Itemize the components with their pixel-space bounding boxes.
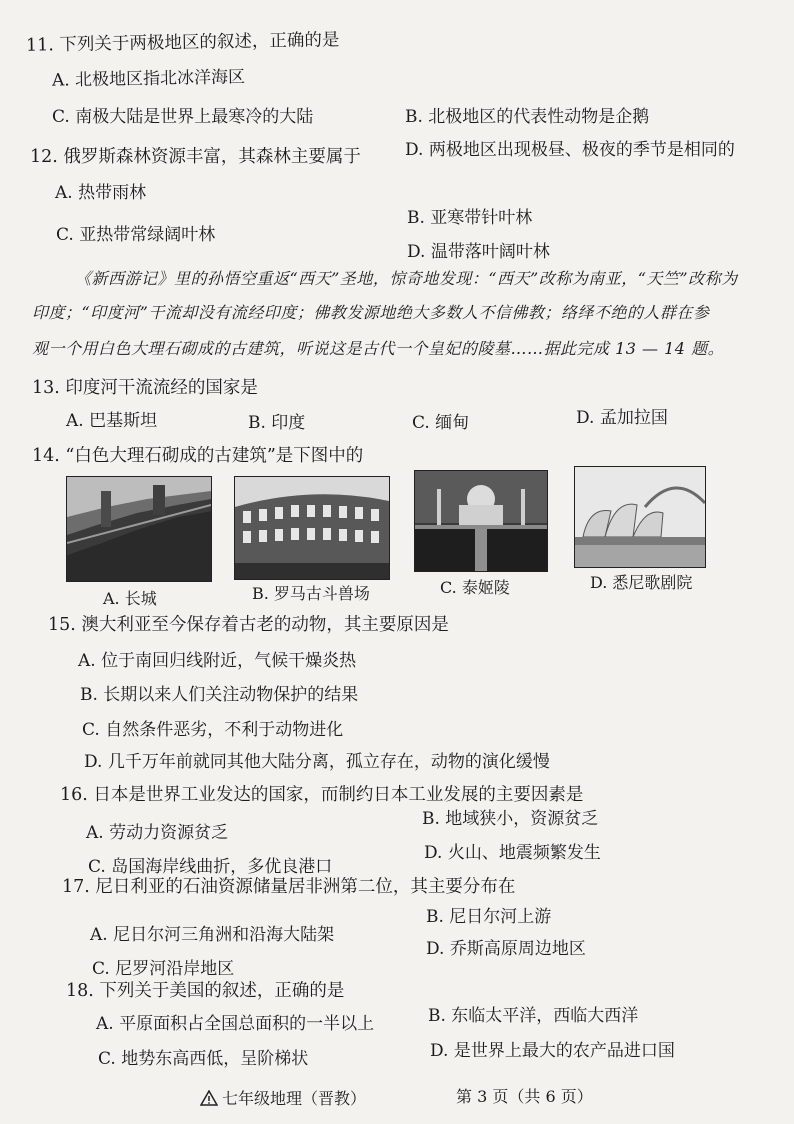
q15-option-c: C. 自然条件恶劣，不利于动物进化 (82, 720, 344, 740)
q14-option-a: A. 长城 (103, 589, 157, 608)
footer-page-number: 第 3 页（共 6 页） (456, 1087, 593, 1106)
colosseum-photo (234, 476, 390, 580)
q13-option-d: D. 孟加拉国 (576, 408, 668, 428)
q12-option-b: B. 亚寒带针叶林 (407, 208, 533, 228)
passage-line-1: 《新西游记》里的孙悟空重返“西天”圣地，惊奇地发现：“西天”改称为南亚，“天竺”改称为 (75, 269, 738, 288)
q18-option-c: C. 地势东高西低，呈阶梯状 (98, 1049, 309, 1069)
q17-option-c: C. 尼罗河沿岸地区 (92, 959, 235, 979)
q17-stem: 17. 尼日利亚的石油资源储量居非洲第二位，其主要分布在 (62, 877, 516, 897)
passage-line-2: 印度；“印度河”干流却没有流经印度；佛教发源地绝大多数人不信佛教；络绎不绝的人群在参 (32, 303, 710, 322)
q18-option-a: A. 平原面积占全国总面积的一半以上 (96, 1014, 375, 1034)
q17-option-d: D. 乔斯高原周边地区 (426, 939, 586, 959)
q11-option-a: A. 北极地区指北冰洋海区 (51, 67, 246, 91)
q15-option-b: B. 长期以来人们关注动物保护的结果 (80, 685, 359, 705)
q13-option-c: C. 缅甸 (412, 413, 470, 433)
q16-stem: 16. 日本是世界工业发达的国家，而制约日本工业发展的主要因素是 (60, 785, 584, 805)
q12-option-d: D. 温带落叶阔叶林 (407, 242, 550, 262)
q16-option-b: B. 地域狭小，资源贫乏 (422, 809, 599, 829)
q12-option-c: C. 亚热带常绿阔叶林 (56, 225, 216, 245)
warning-triangle-icon (200, 1090, 218, 1106)
q12-stem: 12. 俄罗斯森林资源丰富，其森林主要属于 (30, 147, 361, 167)
q17-option-a: A. 尼日尔河三角洲和沿海大陆架 (90, 925, 335, 945)
q18-stem: 18. 下列关于美国的叙述，正确的是 (66, 981, 345, 1001)
q16-option-c: C. 岛国海岸线曲折，多优良港口 (88, 857, 333, 877)
q15-option-d: D. 几千万年前就同其他大陆分离，孤立存在，动物的演化缓慢 (84, 752, 550, 772)
great-wall-photo (66, 476, 212, 582)
q12-option-a: A. 热带雨林 (55, 183, 147, 203)
taj-mahal-photo (414, 470, 548, 572)
q14-option-b: B. 罗马古斗兽场 (252, 584, 370, 603)
q18-option-b: B. 东临太平洋，西临大西洋 (428, 1006, 639, 1026)
passage-line-3: 观一个用白色大理石砌成的古建筑，听说这是古代一个皇妃的陵墓……据此完成 13 — 14 题。 (32, 339, 725, 358)
q14-stem: 14. “白色大理石砌成的古建筑”是下图中的 (32, 446, 364, 466)
q14-option-d: D. 悉尼歌剧院 (590, 573, 693, 592)
q16-option-d: D. 火山、地震频繁发生 (424, 843, 601, 863)
sydney-opera-house-photo (574, 466, 706, 568)
q13-option-b: B. 印度 (248, 413, 306, 433)
q14-option-c: C. 泰姬陵 (440, 578, 510, 597)
q15-option-a: A. 位于南回归线附近，气候干燥炎热 (78, 651, 357, 671)
q11-option-b: B. 北极地区的代表性动物是企鹅 (405, 107, 650, 127)
q17-option-b: B. 尼日尔河上游 (426, 907, 552, 927)
q11-option-c: C. 南极大陆是世界上最寒冷的大陆 (52, 107, 314, 127)
q13-option-a: A. 巴基斯坦 (66, 411, 158, 431)
q11-stem: 11. 下列关于两极地区的叙述，正确的是 (25, 30, 340, 56)
q16-option-a: A. 劳动力资源贫乏 (86, 823, 229, 843)
q15-stem: 15. 澳大利亚至今保存着古老的动物，其主要原因是 (48, 615, 449, 635)
q11-option-d: D. 两极地区出现极昼、极夜的季节是相同的 (405, 140, 735, 160)
q18-option-d: D. 是世界上最大的农产品进口国 (430, 1041, 675, 1061)
q13-stem: 13. 印度河干流流经的国家是 (32, 378, 258, 398)
footer-subject: 七年级地理（晋教） (222, 1089, 367, 1108)
